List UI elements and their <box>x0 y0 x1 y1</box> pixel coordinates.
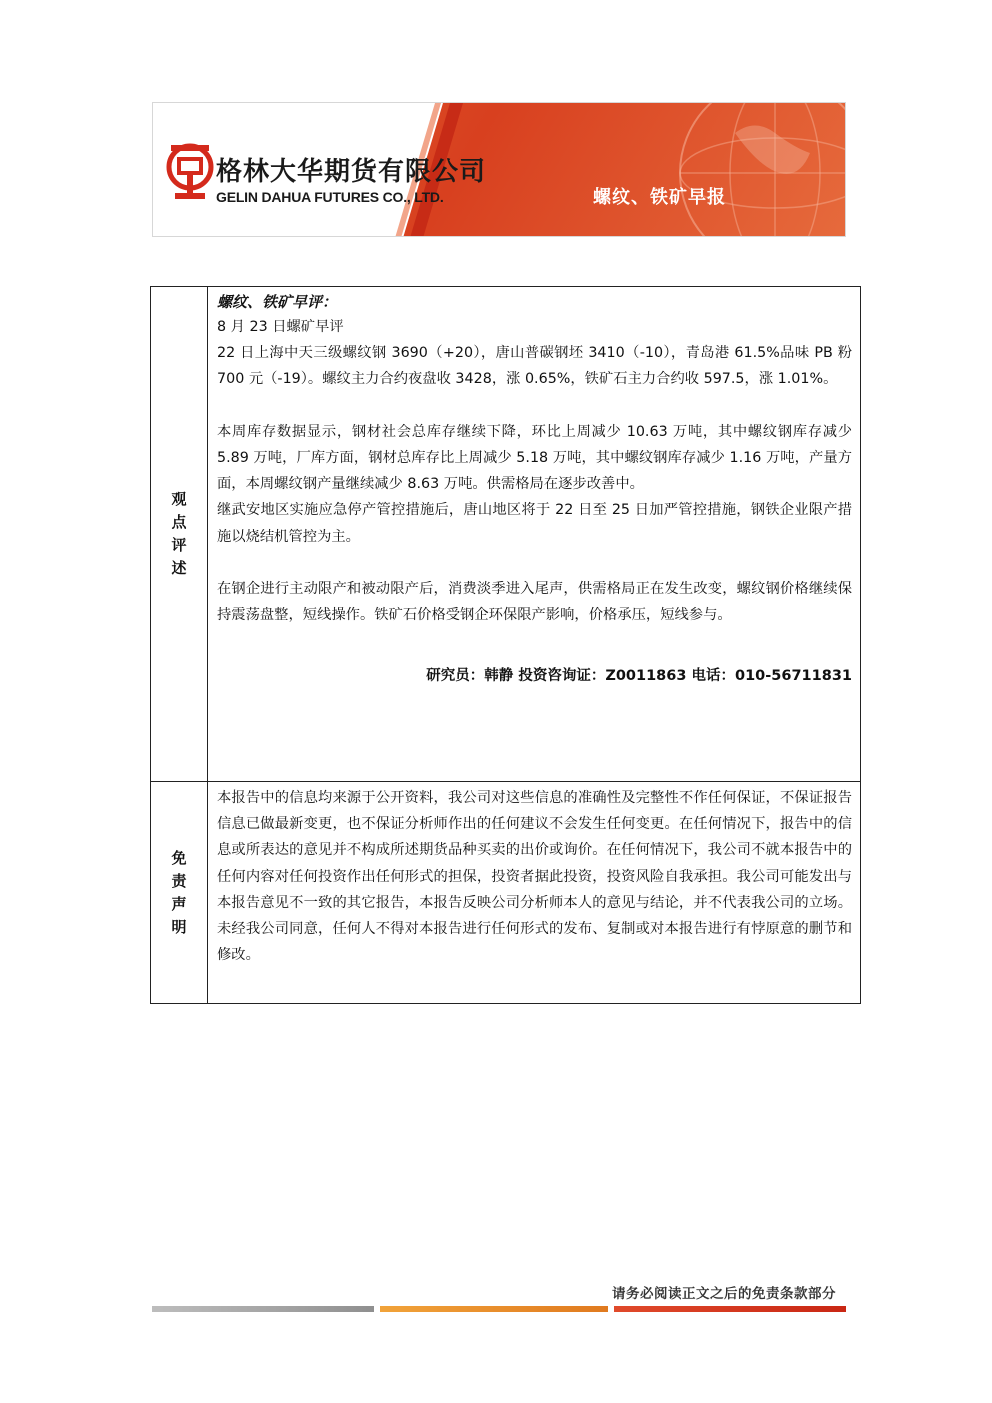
footer-bar-gray <box>152 1306 374 1312</box>
views-label: 观点评述 <box>171 490 187 577</box>
views-content <box>208 287 861 782</box>
views-paragraph: 继武安地区实施应急停产管控措施后，唐山地区将于 22 日至 25 日加严管控措施，钢铁企业限产措施以烧结机管控为主。 <box>217 502 852 545</box>
views-paragraph: 8 月 23 日螺矿早评 <box>217 319 344 335</box>
views-paragraph: 本周库存数据显示，钢材社会总库存继续下降，环比上周减少 10.63 万吨，其中螺纹钢库存减少 5.89 万吨，厂库方面，钢材总库存比上周减少 5.18 万吨，其中螺纹钢库存减少 1.16 万吨，产量方面，本周螺纹钢产量继续减少 8.63 万吨。供需格局在逐步改善中。 <box>217 423 852 493</box>
disclaimer-label: 免责声明 <box>171 848 187 936</box>
header-banner <box>152 102 846 237</box>
company-logo <box>165 137 215 203</box>
disclaimer-text: 本报告中的信息均来源于公开资料，我公司对这些信息的准确性及完整性不作任何保证，不保证报告信息已做最新变更，也不保证分析师作出的任何建议不会发生任何变更。在任何情况下，报告中的信息或所表达的意见并不构成所述期货品种买卖的出价或询价。在任何情况下，我公司不就本报告中的任何内容对任何投资作出任何形式的担保，投资者据此投资，投资风险自我承担。我公司可能发出与本报告意见不一致的其它报告，本报告反映公司分析师本人的意见与结论，并不代表我公司的立场。未经我公司同意，任何人不得对本报告进行任何形式的发布、复制或对本报告进行有悖原意的删节和修改。 <box>217 790 852 964</box>
views-paragraph: 在钢企进行主动限产和被动限产后，消费淡季进入尾声，供需格局正在发生改变，螺纹钢价格继续保持震荡盘整，短线操作。铁矿石价格受钢企环保限产影响，价格承压，短线参与。 <box>217 581 852 624</box>
company-name-en: GELIN DAHUA FUTURES CO., LTD. <box>216 189 444 205</box>
views-label-cell <box>151 287 208 782</box>
blank-line <box>217 550 852 576</box>
footer-note: 请务必阅读正文之后的免责条款部分 <box>612 1286 836 1302</box>
globe-icon <box>665 102 846 237</box>
views-heading: 螺纹、铁矿早评： <box>217 293 338 311</box>
analyst-info: 研究员：韩静 投资咨询证：Z0011863 电话：010-56711831 <box>426 668 852 685</box>
footer-bar-red <box>614 1306 846 1312</box>
footer-bar-orange <box>380 1306 608 1312</box>
disclaimer-content <box>208 782 861 1004</box>
views-row <box>151 287 861 782</box>
company-name-cn: 格林大华期货有限公司 <box>216 157 487 187</box>
blank-line <box>217 393 852 419</box>
report-table <box>150 286 861 1004</box>
disclaimer-label-cell <box>151 782 208 1004</box>
views-paragraph: 22 日上海中天三级螺纹钢 3690（+20），唐山普碳钢坯 3410（-10），青岛港 61.5%品味 PB 粉 700 元（-19）。螺纹主力合约夜盘收 3428，涨 0.65%，铁矿石主力合约收 597.5，涨 1.01%。 <box>217 345 852 388</box>
report-title: 螺纹、铁矿早报 <box>593 187 726 208</box>
disclaimer-row <box>151 782 861 1004</box>
